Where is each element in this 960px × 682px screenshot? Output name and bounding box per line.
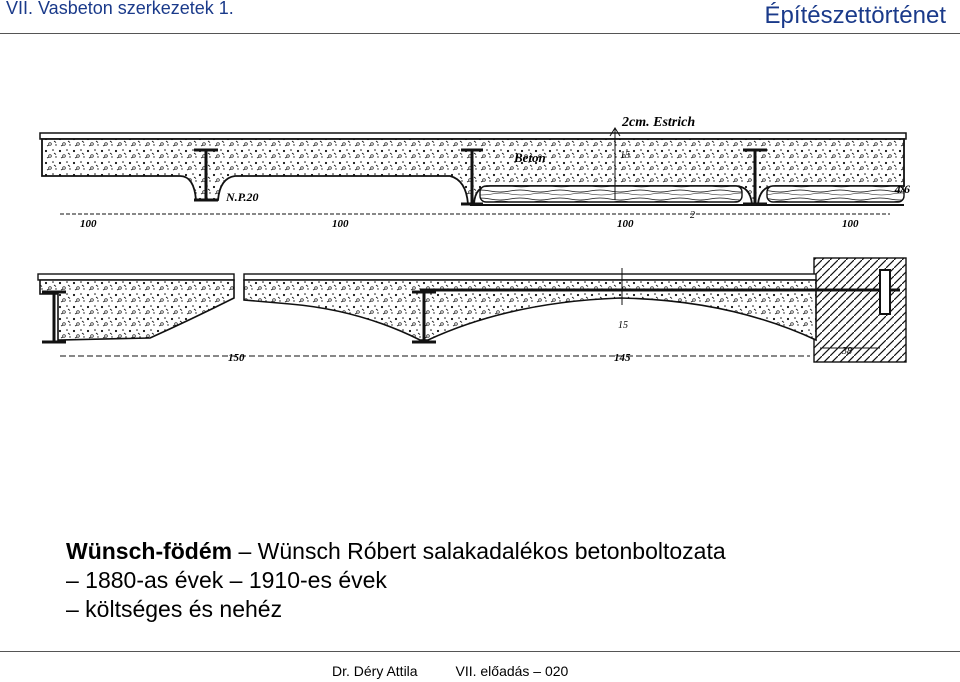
header-course-title: VII. Vasbeton szerkezetek 1. <box>6 0 234 18</box>
label-dim-2: 2 <box>690 210 695 221</box>
slide-footer <box>332 663 568 679</box>
bottom-section <box>38 258 906 364</box>
label-estrich: 2cm. Estrich <box>622 115 696 130</box>
masonry-wall <box>814 258 906 362</box>
caption-line-2: – 1880-as évek – 1910-es évek <box>66 567 387 593</box>
label-dim-15-top: 15 <box>620 150 630 161</box>
label-profile: N.P.20 <box>226 190 259 204</box>
caption-line-1 <box>66 537 726 566</box>
span-label: 100 <box>617 218 634 230</box>
caption-line-3: – költséges és nehéz <box>66 596 283 622</box>
footer-author: Dr. Déry Attila <box>332 663 418 679</box>
footer-lecture-number: VII. előadás – 020 <box>455 663 569 679</box>
label-dim-15-bottom: 15 <box>618 320 628 331</box>
wood-infill-right <box>767 186 904 202</box>
span-label: 100 <box>842 218 859 230</box>
wunsch-slab-drawing <box>30 100 910 372</box>
label-span-150: 150 <box>228 352 245 364</box>
span-label: 100 <box>80 218 97 230</box>
label-span-145: 145 <box>614 352 631 364</box>
vault-left <box>40 280 234 340</box>
header-subject-title: Építészettörténet <box>764 2 946 29</box>
span-label: 100 <box>332 218 349 230</box>
caption-description: – Wünsch Róbert salakadalékos betonboltozata <box>232 538 726 564</box>
footer-divider <box>0 651 960 652</box>
label-wall-dim: 38 <box>842 346 852 357</box>
caption-term: Wünsch-födém <box>66 538 233 564</box>
label-dim-4-6: 4/6 <box>894 182 910 196</box>
label-beton: Beton <box>514 150 546 165</box>
slide-caption <box>66 537 726 624</box>
wood-infill <box>480 186 742 202</box>
header-divider <box>0 33 960 34</box>
top-section <box>40 115 910 230</box>
